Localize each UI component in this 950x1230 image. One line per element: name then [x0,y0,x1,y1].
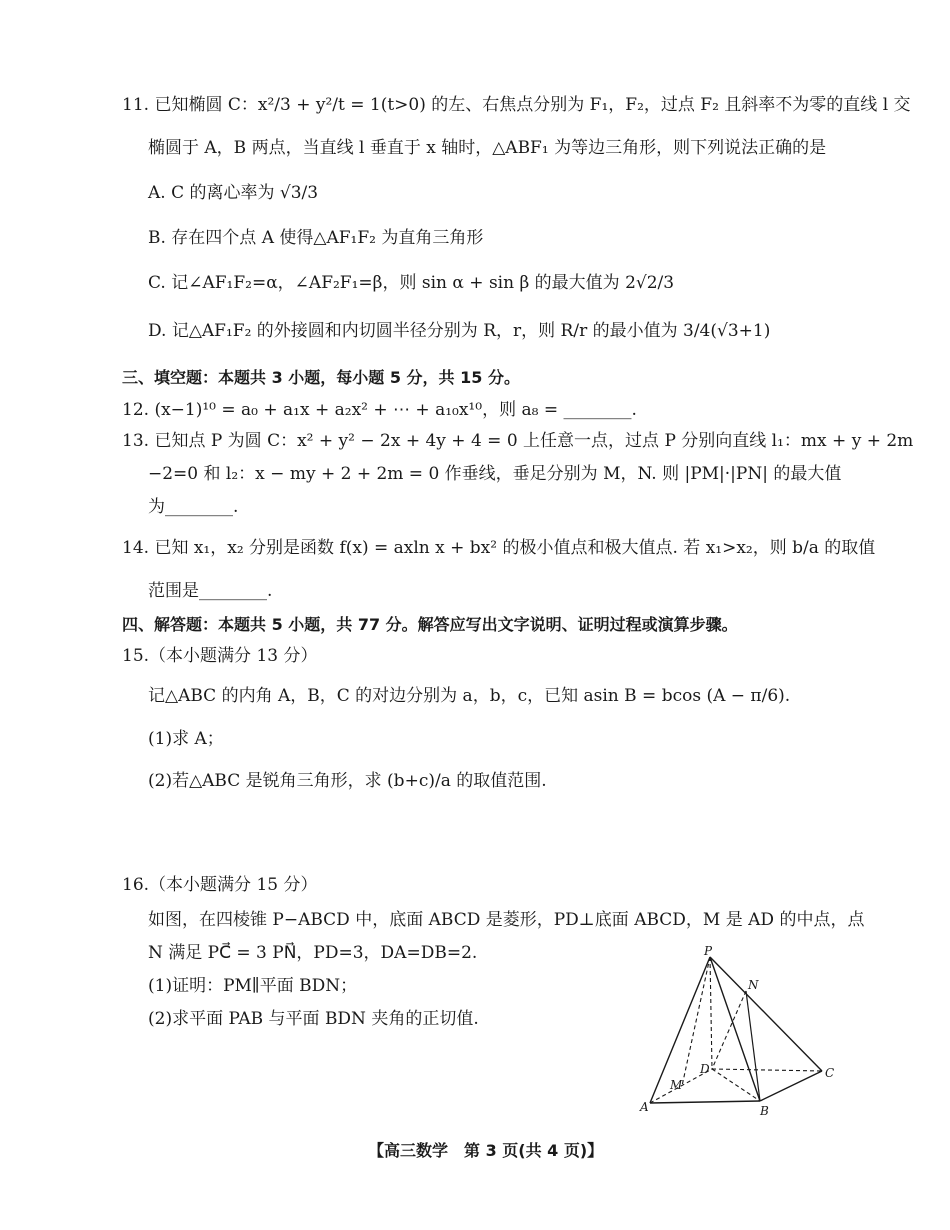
q11-option-a: A. C 的离心率为 √3/3 [148,183,319,203]
q16-title: 16.（本小题满分 15 分） [122,875,318,895]
q11-option-c: C. 记∠AF₁F₂=α，∠AF₂F₁=β，则 sin α + sin β 的最大值为 2√2/3 [148,273,675,293]
label-m: M [670,1078,683,1092]
label-b: B [760,1104,769,1118]
edge-nd [712,991,746,1069]
page-footer: 【高三数学 第 3 页(共 4 页)】 [368,1141,604,1160]
label-c: C [825,1066,835,1080]
q11-option-b: B. 存在四个点 A 使得△AF₁F₂ 为直角三角形 [148,228,484,248]
q12-text: 12. (x−1)¹⁰ = a₀ + a₁x + a₂x² + ⋯ + a₁₀x¹⁰，则 a₈ = ________. [122,400,637,420]
q16-line2: N 满足 PC⃗ = 3 PN⃗，PD=3，DA=DB=2. [148,943,478,963]
q13-line2: −2=0 和 l₂：x − my + 2 + 2m = 0 作垂线，垂足分别为 M，N. 则 |PM|·|PN| 的最大值 [148,464,842,484]
q11-option-d: D. 记△AF₁F₂ 的外接圆和内切圆半径分别为 R，r，则 R/r 的最小值为 3/4(√3+1) [148,321,771,341]
q13-line3: 为________. [148,497,239,517]
q14-line2: 范围是________. [148,581,273,601]
edge-pd [710,957,712,1069]
edge-dc [712,1069,822,1071]
edge-bc [760,1071,822,1101]
q11-line2: 椭圆于 A，B 两点，当直线 l 垂直于 x 轴时，△ABF₁ 为等边三角形，则下列说法正确的是 [148,138,827,158]
q15-stem: 记△ABC 的内角 A，B，C 的对边分别为 a，b，c，已知 asin B = bcos (A − π/6). [148,686,791,706]
section-fill-in-heading: 三、填空题：本题共 3 小题，每小题 5 分，共 15 分。 [122,368,520,387]
q15-part2: (2)若△ABC 是锐角三角形，求 (b+c)/a 的取值范围. [148,771,547,791]
q15-part1: (1)求 A； [148,729,224,749]
q16-line1: 如图，在四棱锥 P−ABCD 中，底面 ABCD 是菱形，PD⊥底面 ABCD，M 是 AD 的中点，点 [148,910,865,930]
label-a: A [640,1100,649,1114]
label-p: P [704,945,713,958]
q14-line1: 14. 已知 x₁，x₂ 分别是函数 f(x) = axln x + bx² 的极小值点和极大值点. 若 x₁>x₂，则 b/a 的取值 [122,538,876,558]
q11-line1: 11. 已知椭圆 C：x²/3 + y²/t = 1(t>0) 的左、右焦点分别为 F₁，F₂，过点 F₂ 且斜率不为零的直线 l 交 [122,95,911,115]
q16-part1: (1)证明：PM∥平面 BDN； [148,976,358,996]
label-n: N [748,978,759,992]
edge-nb [746,991,760,1101]
label-d: D [700,1062,710,1076]
edge-pc [710,957,822,1071]
edge-ab [650,1101,760,1103]
pyramid-figure [632,945,842,1125]
edge-db [712,1069,760,1101]
q13-line1: 13. 已知点 P 为圆 C：x² + y² − 2x + 4y + 4 = 0 上任意一点，过点 P 分别向直线 l₁：mx + y + 2m [122,431,914,451]
q16-part2: (2)求平面 PAB 与平面 BDN 夹角的正切值. [148,1009,479,1029]
q15-title: 15.（本小题满分 13 分） [122,646,318,666]
section-answer-heading: 四、解答题：本题共 5 小题，共 77 分。解答应写出文字说明、证明过程或演算步骤。 [122,615,738,634]
